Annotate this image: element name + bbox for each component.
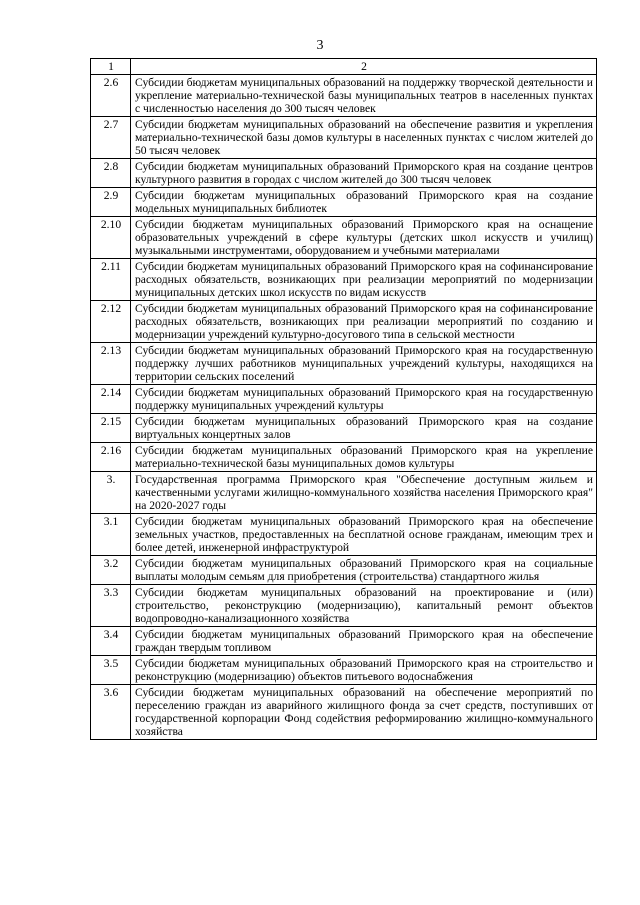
row-number: 3.2 (91, 556, 131, 585)
table-header-row (91, 59, 597, 75)
table-row (91, 159, 597, 188)
row-description: Субсидии бюджетам муниципальных образований Приморского края на создание модельных муниципальных библиотек (131, 188, 597, 217)
row-number: 3.3 (91, 585, 131, 627)
row-description: Субсидии бюджетам муниципальных образований Приморского края на строительство и реконструкцию (модернизацию) объектов питьевого водоснабжения (131, 656, 597, 685)
row-number: 2.6 (91, 75, 131, 117)
row-description: Субсидии бюджетам муниципальных образований Приморского края на обеспечение граждан твердым топливом (131, 627, 597, 656)
table-row (91, 685, 597, 740)
table-row (91, 343, 597, 385)
page-number: 3 (316, 38, 324, 53)
row-description: Субсидии бюджетам муниципальных образований Приморского края на создание виртуальных концертных залов (131, 414, 597, 443)
row-description: Субсидии бюджетам муниципальных образований Приморского края на оснащение образовательных учреждений в сфере культуры (детских школ искусств и училищ) музыкальными инструментами, оборудованием и учебными материалами (131, 217, 597, 259)
table-row (91, 259, 597, 301)
row-description: Субсидии бюджетам муниципальных образований Приморского края на софинансирование расходных обязательств, возникающих при реализации мероприятий по созданию и модернизации учреждений культурно-досугового типа в сельской местности (131, 301, 597, 343)
table-row (91, 472, 597, 514)
row-number: 3.4 (91, 627, 131, 656)
table-body (91, 59, 597, 740)
row-number: 3. (91, 472, 131, 514)
row-number: 3.5 (91, 656, 131, 685)
row-description: Субсидии бюджетам муниципальных образований на обеспечение развития и укрепления материально-технической базы домов культуры в населенных пунктах с числом жителей до 50 тысяч человек (131, 117, 597, 159)
row-number: 2.9 (91, 188, 131, 217)
table-row (91, 585, 597, 627)
row-description: Субсидии бюджетам муниципальных образований Приморского края на социальные выплаты молодым семьям для приобретения (строительства) стандартного жилья (131, 556, 597, 585)
table-row (91, 301, 597, 343)
row-description: Субсидии бюджетам муниципальных образований на проектирование и (или) строительство, реконструкцию (модернизацию), капитальный ремонт объектов водопроводно-канализационного хозяйства (131, 585, 597, 627)
table-row (91, 414, 597, 443)
table-row (91, 627, 597, 656)
row-number: 2.13 (91, 343, 131, 385)
header-col-number: 1 (91, 59, 131, 75)
row-description: Субсидии бюджетам муниципальных образований на поддержку творческой деятельности и укрепление материально-технической базы муниципальных театров в населенных пунктах с численностью населения до 300 тысяч человек (131, 75, 597, 117)
row-number: 3.6 (91, 685, 131, 740)
row-number: 2.16 (91, 443, 131, 472)
row-description: Субсидии бюджетам муниципальных образований на обеспечение мероприятий по переселению граждан из аварийного жилищного фонда за счет средств, поступивших от государственной корпорации Фонд содействия реформированию жилищно-коммунального хозяйства (131, 685, 597, 740)
row-number: 2.11 (91, 259, 131, 301)
table-row (91, 556, 597, 585)
row-number: 2.14 (91, 385, 131, 414)
row-number: 2.7 (91, 117, 131, 159)
row-number: 3.1 (91, 514, 131, 556)
row-description: Субсидии бюджетам муниципальных образований Приморского края на государственную поддержку лучших работников муниципальных учреждений культуры, находящихся на территории сельских поселений (131, 343, 597, 385)
row-description: Субсидии бюджетам муниципальных образований Приморского края на софинансирование расходных обязательств, возникающих при реализации мероприятий по модернизации муниципальных детских школ искусств по видам искусств (131, 259, 597, 301)
table-row (91, 117, 597, 159)
row-description: Государственная программа Приморского края "Обеспечение доступным жильем и качественными услугами жилищно-коммунального хозяйства населения Приморского края" на 2020-2027 годы (131, 472, 597, 514)
subsidies-table (90, 58, 597, 740)
row-description: Субсидии бюджетам муниципальных образований Приморского края на укрепление материально-технической базы муниципальных домов культуры (131, 443, 597, 472)
row-description: Субсидии бюджетам муниципальных образований Приморского края на государственную поддержку муниципальных учреждений культуры (131, 385, 597, 414)
row-number: 2.10 (91, 217, 131, 259)
table-row (91, 443, 597, 472)
table-row (91, 217, 597, 259)
table-row (91, 385, 597, 414)
row-number: 2.15 (91, 414, 131, 443)
header-col-description: 2 (131, 59, 597, 75)
row-number: 2.12 (91, 301, 131, 343)
table-row (91, 75, 597, 117)
row-number: 2.8 (91, 159, 131, 188)
table-row (91, 656, 597, 685)
table-row (91, 514, 597, 556)
row-description: Субсидии бюджетам муниципальных образований Приморского края на обеспечение земельных участков, предоставленных на бесплатной основе гражданам, имеющим трех и более детей, инженерной инфраструктурой (131, 514, 597, 556)
table-row (91, 188, 597, 217)
row-description: Субсидии бюджетам муниципальных образований Приморского края на создание центров культурного развития в городах с числом жителей до 300 тысяч человек (131, 159, 597, 188)
